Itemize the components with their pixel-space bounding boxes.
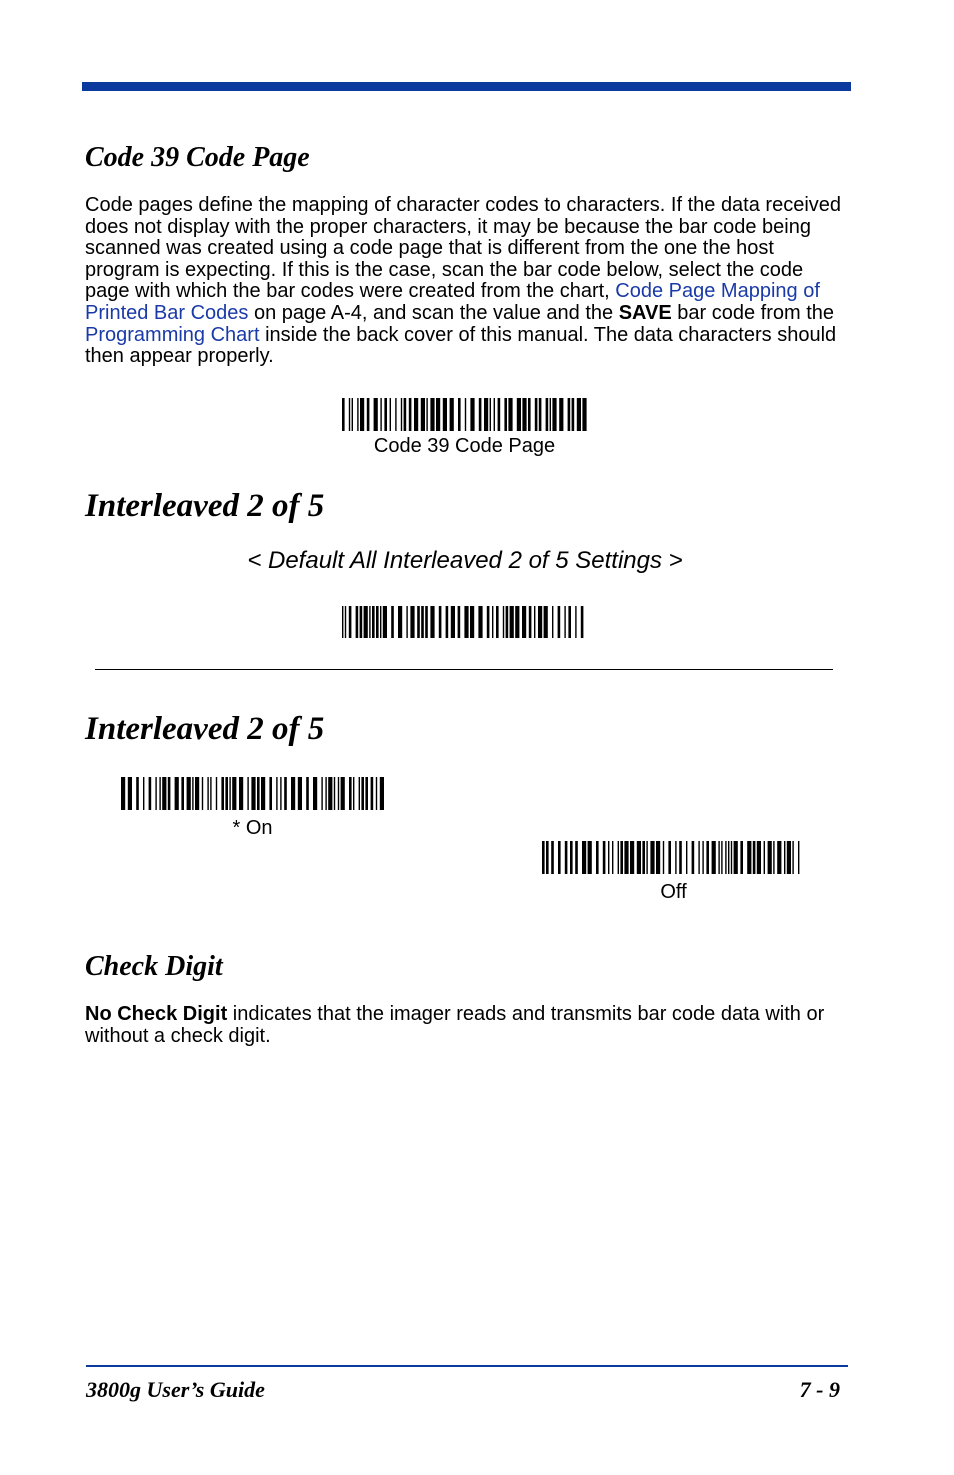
barcode-bar xyxy=(225,777,228,810)
barcode-bar xyxy=(568,606,571,638)
barcode-bar xyxy=(757,841,761,874)
barcode-bar xyxy=(328,777,332,810)
barcode-bar xyxy=(216,777,217,810)
barcode-bar xyxy=(356,606,359,638)
heading-interleaved-2-of-5: Interleaved 2 of 5 xyxy=(85,488,325,524)
barcode-bar xyxy=(380,398,381,431)
barcode-bar xyxy=(450,398,454,431)
caption-off: Off xyxy=(660,881,687,903)
barcode-bar xyxy=(464,606,468,638)
barcode-bar xyxy=(534,606,535,638)
barcode-bar xyxy=(663,841,664,874)
barcode-bar xyxy=(221,777,224,810)
barcode-bar xyxy=(276,777,277,810)
barcode-bar xyxy=(764,841,765,874)
barcode-bar xyxy=(712,841,716,874)
barcode-bar xyxy=(421,606,424,638)
barcode-interleaved-on[interactable] xyxy=(121,777,384,810)
barcode-bar xyxy=(446,606,449,638)
barcode-bar xyxy=(798,841,799,874)
barcode-bar xyxy=(128,777,132,810)
barcode-bar xyxy=(159,777,160,810)
barcode-bar xyxy=(706,841,709,874)
barcode-bar xyxy=(503,606,504,638)
barcode-bar xyxy=(582,398,586,431)
barcode-bar xyxy=(181,777,184,810)
barcode-bar xyxy=(692,841,695,874)
barcode-bar xyxy=(380,777,384,810)
barcode-bar xyxy=(773,841,774,874)
barcode-bar xyxy=(740,841,743,874)
heading-interleaved-2-of-5-onoff: Interleaved 2 of 5 xyxy=(85,711,325,747)
barcode-bar xyxy=(439,606,442,638)
barcode-bar xyxy=(162,777,166,810)
barcode-bar xyxy=(404,398,407,431)
barcode-bar xyxy=(777,841,781,874)
barcode-bar xyxy=(734,841,738,874)
barcode-bar xyxy=(409,398,412,431)
barcode-bar xyxy=(371,777,374,810)
barcode-bar xyxy=(542,841,545,874)
barcode-default-interleaved[interactable] xyxy=(342,606,587,638)
barcode-bar xyxy=(359,777,360,810)
barcode-bar xyxy=(575,841,578,874)
barcode-bar xyxy=(325,777,326,810)
barcode-bar xyxy=(195,777,199,810)
barcode-bar xyxy=(508,398,512,431)
barcode-bar xyxy=(291,777,295,810)
barcode-bar xyxy=(728,841,729,874)
barcode-bar xyxy=(334,777,335,810)
barcode-bar xyxy=(417,606,420,638)
heading-check-digit: Check Digit xyxy=(85,951,223,982)
barcode-bar xyxy=(581,606,584,638)
footer-rule xyxy=(86,1365,848,1367)
barcode-bar xyxy=(650,841,654,874)
barcode-bar xyxy=(401,398,402,431)
barcode-bar xyxy=(414,398,418,431)
header-rule xyxy=(82,82,851,91)
barcode-bar xyxy=(675,841,676,874)
barcode-bar xyxy=(207,777,208,810)
barcode-bar xyxy=(487,606,490,638)
code39-text-3: bar code from the xyxy=(671,301,835,324)
code39-text-2: on page A-4, and scan the value and the xyxy=(248,301,619,324)
barcode-bar xyxy=(679,841,682,874)
barcode-bar xyxy=(458,398,461,431)
barcode-bar xyxy=(232,777,236,810)
barcode-bar xyxy=(570,841,573,874)
barcode-bar xyxy=(365,777,368,810)
barcode-bar xyxy=(349,606,352,638)
barcode-bar xyxy=(406,606,407,638)
barcode-bar xyxy=(582,841,586,874)
barcode-bar xyxy=(298,777,302,810)
barcode-bar xyxy=(620,841,623,874)
barcode-bar xyxy=(257,777,260,810)
barcode-bar xyxy=(596,841,599,874)
barcode-bar xyxy=(478,606,482,638)
barcode-bar xyxy=(546,398,549,431)
barcode-bar xyxy=(498,398,501,431)
barcode-bar xyxy=(384,398,387,431)
barcode-bar xyxy=(360,398,364,431)
barcode-bar xyxy=(321,777,322,810)
barcode-bar xyxy=(342,398,345,431)
barcode-bar xyxy=(558,606,561,638)
barcode-bar xyxy=(367,398,370,431)
barcode-bar xyxy=(608,841,609,874)
barcode-bar xyxy=(364,606,368,638)
barcode-bar xyxy=(603,841,606,874)
barcode-bar xyxy=(306,777,309,810)
barcode-bar xyxy=(624,841,628,874)
barcode-bar xyxy=(398,606,402,638)
barcode-bar xyxy=(352,398,353,431)
barcode-bar xyxy=(361,777,364,810)
barcode-bar xyxy=(787,841,791,874)
barcode-bar xyxy=(410,606,414,638)
barcode-bar xyxy=(642,841,645,874)
barcode-bar xyxy=(357,398,358,431)
barcode-bar xyxy=(247,777,248,810)
barcode-bar xyxy=(149,777,152,810)
barcode-bar xyxy=(338,777,339,810)
barcode-bar xyxy=(443,398,447,431)
barcode-bar xyxy=(515,606,519,638)
barcode-bar xyxy=(522,398,526,431)
barcode-bar xyxy=(391,606,394,638)
barcode-bar xyxy=(747,841,751,874)
barcode-bar xyxy=(380,606,381,638)
barcode-bar xyxy=(721,841,722,874)
barcode-bar xyxy=(421,398,425,431)
barcode-bar xyxy=(618,841,619,874)
barcode-bar xyxy=(535,398,538,431)
save-keyword: SAVE xyxy=(618,301,672,324)
code39-text-4: inside the back cover of this manual. The data characters should then appear properly. xyxy=(85,323,837,368)
barcode-bar xyxy=(725,841,726,874)
barcode-bar xyxy=(550,398,551,431)
barcode-bar xyxy=(558,841,561,874)
barcode-interleaved-off[interactable] xyxy=(542,841,805,874)
barcode-bar xyxy=(559,398,563,431)
footer-page-number: 7 - 9 xyxy=(799,1377,840,1402)
barcode-bar xyxy=(458,606,461,638)
barcode-bar xyxy=(753,841,756,874)
barcode-bar xyxy=(345,606,346,638)
default-settings-label: < Default All Interleaved 2 of 5 Settings > xyxy=(247,547,683,574)
barcode-bar xyxy=(313,777,317,810)
barcode-bar xyxy=(577,398,581,431)
link-code-page-mapping[interactable]: Code Page Mapping of Printed Bar Codes xyxy=(85,280,820,324)
barcode-bar xyxy=(575,606,576,638)
barcode-bar xyxy=(568,398,571,431)
barcode-bar xyxy=(143,777,144,810)
barcode-bar xyxy=(668,841,671,874)
barcode-bar xyxy=(528,398,531,431)
barcode-bar xyxy=(155,777,156,810)
barcode-bar xyxy=(261,777,265,810)
barcode-bar xyxy=(425,606,428,638)
barcode-bar xyxy=(490,398,491,431)
barcode-bar xyxy=(136,777,139,810)
barcode-bar xyxy=(565,841,568,874)
barcode-code39-code-page[interactable] xyxy=(342,398,587,431)
barcode-bar xyxy=(572,398,575,431)
barcode-bar xyxy=(546,841,549,874)
barcode-bar xyxy=(702,841,703,874)
barcode-bar xyxy=(470,398,474,431)
barcode-bar xyxy=(374,398,378,431)
barcode-bar xyxy=(239,777,243,810)
code39-description xyxy=(85,195,845,368)
caption-on: * On xyxy=(232,817,273,839)
barcode-bar xyxy=(369,606,370,638)
barcode-bar xyxy=(612,841,613,874)
barcode-bar xyxy=(768,841,772,874)
barcode-bar xyxy=(538,606,542,638)
barcode-bar xyxy=(376,606,379,638)
no-check-digit-term: No Check Digit xyxy=(85,1003,228,1025)
barcode-bar xyxy=(341,777,345,810)
barcode-bar xyxy=(465,398,466,431)
section-divider xyxy=(95,669,833,670)
barcode-bar xyxy=(637,841,641,874)
barcode-bar xyxy=(121,777,125,810)
barcode-bar xyxy=(784,841,785,874)
barcode-bar xyxy=(210,777,211,810)
barcode-bar xyxy=(349,398,350,431)
barcode-bar xyxy=(192,777,193,810)
barcode-bar xyxy=(510,606,514,638)
barcode-bar xyxy=(539,398,542,431)
barcode-bar xyxy=(479,398,482,431)
barcode-bar xyxy=(551,841,554,874)
barcode-bar xyxy=(656,841,660,874)
barcode-bar xyxy=(552,606,553,638)
barcode-bar xyxy=(436,398,440,431)
barcode-bar xyxy=(544,606,548,638)
check-digit-text: indicates that the imager reads and transmits bar code data with or without a check digit. xyxy=(85,1003,825,1047)
barcode-bar xyxy=(251,777,255,810)
barcode-bar xyxy=(383,606,387,638)
check-digit-description xyxy=(85,1004,845,1047)
barcode-bar xyxy=(686,841,687,874)
barcode-bar xyxy=(698,841,699,874)
barcode-bar xyxy=(187,777,191,810)
barcode-bar xyxy=(588,841,592,874)
barcode-bar xyxy=(390,398,391,431)
barcode-bar xyxy=(430,606,434,638)
footer-guide-title: 3800g User’s Guide xyxy=(86,1377,265,1402)
code39-text-1: Code pages define the mapping of character codes to characters. If the data received does not display with the proper characters, it may be because the bar code being scanned was created using a code page that is different from the one the host program is expecting. If this is the case, scan the bar code below, select the code page with which the bar codes were created from the chart, xyxy=(85,194,842,303)
barcode-bar xyxy=(484,398,488,431)
barcode-bar xyxy=(506,606,509,638)
link-programming-chart[interactable]: Programming Chart xyxy=(85,323,260,346)
barcode-bar xyxy=(492,606,493,638)
barcode-bar xyxy=(517,398,521,431)
barcode-bar xyxy=(168,777,171,810)
barcode-bar xyxy=(494,398,495,431)
barcode-bar xyxy=(229,777,230,810)
barcode-bar xyxy=(349,777,352,810)
barcode-bar xyxy=(372,606,375,638)
barcode-bar xyxy=(202,777,203,810)
barcode-bar xyxy=(731,841,732,874)
barcode-bar xyxy=(552,398,556,431)
barcode-bar xyxy=(522,606,526,638)
barcode-bar xyxy=(529,606,532,638)
barcode-bar xyxy=(630,841,634,874)
barcode-bar xyxy=(284,777,287,810)
barcode-bar xyxy=(426,398,427,431)
barcode-bar xyxy=(342,606,343,638)
barcode-bar xyxy=(792,841,793,874)
barcode-bar xyxy=(395,398,396,431)
barcode-bar xyxy=(280,777,281,810)
barcode-bar xyxy=(646,841,647,874)
barcode-bar xyxy=(564,606,565,638)
barcode-bar xyxy=(376,777,377,810)
barcode-bar xyxy=(470,606,474,638)
barcode-bar xyxy=(451,606,455,638)
barcode-bar xyxy=(718,841,719,874)
caption-code39-code-page: Code 39 Code Page xyxy=(373,435,556,457)
barcode-bar xyxy=(504,398,507,431)
barcode-bar xyxy=(269,777,272,810)
barcode-bar xyxy=(353,777,354,810)
heading-code39-code-page: Code 39 Code Page xyxy=(85,142,310,173)
barcode-bar xyxy=(430,398,434,431)
barcode-bar xyxy=(360,606,363,638)
barcode-bar xyxy=(496,606,499,638)
barcode-bar xyxy=(175,777,179,810)
